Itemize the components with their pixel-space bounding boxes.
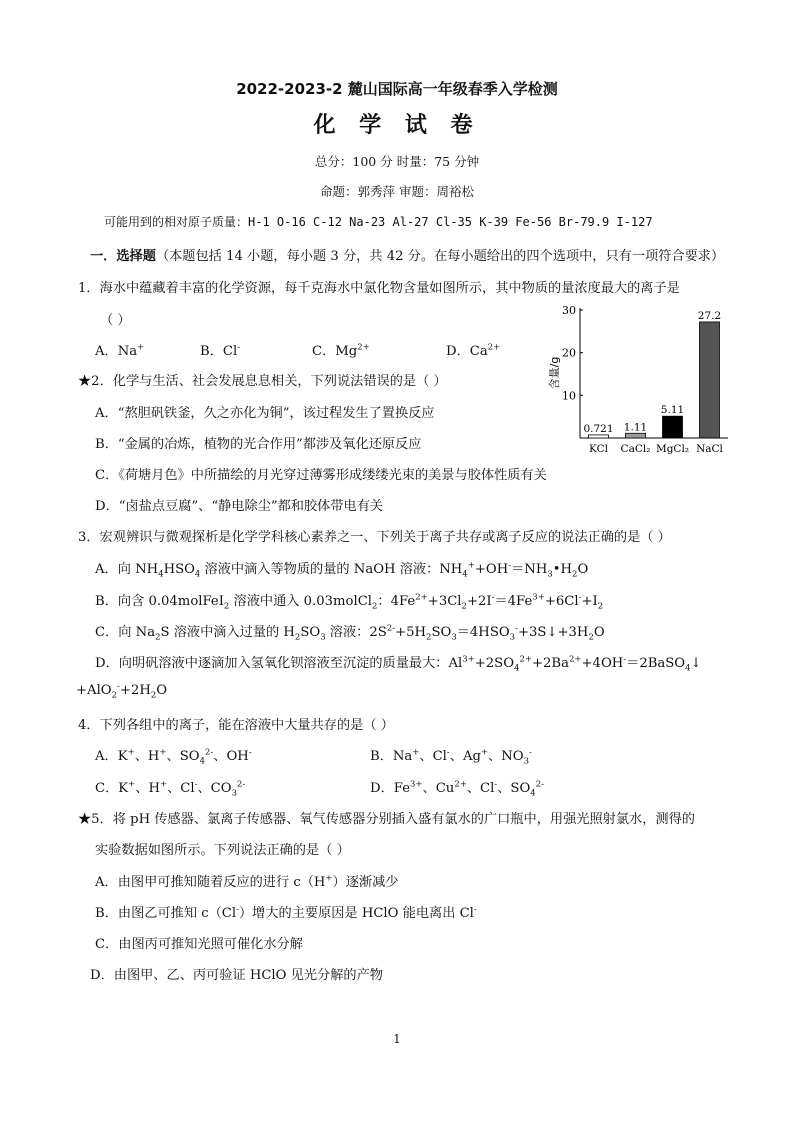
q1-stem: 1．海水中蕴藏着丰富的化学资源，每千克海水中氯化物含量如图所示，其中物质的量浓度最大的离子是 <box>78 281 680 296</box>
bar-2 <box>663 416 683 438</box>
exam-title: 2022-2023-2 麓山国际高一年级春季入学检测 <box>236 80 558 98</box>
y-tick-label: 20 <box>562 346 576 360</box>
x-category-label: NaCl <box>696 443 723 455</box>
q3-option-d: D．向明矾溶液中逐滴加入氢氧化钡溶液至沉淀的质量最大：$Al^{3+}+2SO_4^{2+}+2Ba^{2+}+4OH^-=2BaSO_4↓$ <box>95 654 702 674</box>
q2-option-b: B．“金属的冶炼，植物的光合作用”都涉及氧化还原反应 <box>95 437 422 452</box>
q4-option-c: C．K+、H+、Cl-、$CO_3^{2-}$ <box>95 779 246 799</box>
q4-option-d: D．$Fe^{3+}$、$Cu^{2+}$、Cl-、$SO_4^{2-}$ <box>370 779 544 799</box>
bar-value-label: 1.11 <box>623 421 648 434</box>
q5-option-c: C．由图丙可推知光照可催化水分解 <box>95 937 303 952</box>
bar-value-label: 0.721 <box>583 422 614 435</box>
q1-option-b: B．Cl- <box>200 342 241 359</box>
y-tick-label: 10 <box>562 389 576 403</box>
section-title: 一．选择题 <box>90 249 156 264</box>
q5-option-d: D．由图甲、乙、丙可验证 HClO 见光分解的产物 <box>90 968 383 983</box>
y-tick-label: 30 <box>562 304 576 317</box>
exam-meta-authors: 命题：郭秀萍 审题：周裕松 <box>320 184 474 199</box>
q3-option-c: C．向 $Na_2S$ 溶液中滴入过量的 $H_2SO_3$ 溶液：$2S^{2-}+5H_2SO_3=4HSO_3^-+3S↓+3H_2O$ <box>95 623 605 643</box>
chloride-content-bar-chart <box>550 298 730 460</box>
q2-option-c: C．《荷塘月色》中所描绘的月光穿过薄雾形成缕缕光束的美景与胶体性质有关 <box>95 468 547 483</box>
bar-value-label: 5.11 <box>660 404 685 417</box>
q3-option-d-continued: $+AlO_2^-+2H_2O$ <box>76 681 168 701</box>
bar-1 <box>626 433 646 438</box>
q4-stem: 4．下列各组中的离子，能在溶液中大量共存的是（ ） <box>78 718 394 733</box>
bar-0 <box>589 435 609 438</box>
bar-3 <box>700 322 720 438</box>
q2-option-d: D．“卤盐点豆腐”、“静电除尘”都和胶体带电有关 <box>95 499 384 514</box>
q5-stem-line2: 实验数据如图所示。下列说法正确的是（ ） <box>95 843 350 858</box>
q1-option-a: A．Na+ <box>95 342 145 359</box>
q5-stem-line1: ★5．将 pH 传感器、氯离子传感器、氧气传感器分别插入盛有氯水的广口瓶中，用强光照射氯水，测得的 <box>78 812 695 827</box>
q5-option-b: B．由图乙可推知 c（Cl-）增大的主要原因是 HClO 能电离出 Cl- <box>95 904 477 921</box>
q1-paren: （ ） <box>100 313 131 328</box>
x-category-label: MgCl₂ <box>655 443 690 455</box>
section-heading <box>90 245 724 264</box>
q2-stem: ★2．化学与生活、社会发展息息相关，下列说法错误的是（ ） <box>78 374 447 389</box>
bar-value-label: 27.2 <box>697 309 722 322</box>
q3-option-a: A．向 $NH_4HSO_4$ 溶液中滴入等物质的量的 NaOH 溶液：$NH_4^++OH^-=NH_3•H_2O$ <box>95 560 589 580</box>
q4-option-a: A．K+、H+、$SO_4^{2-}$、OH- <box>95 747 252 767</box>
x-category-label: CaCl₂ <box>620 443 651 455</box>
q3-option-b: B．向含 0.04molFeI$_2$ 溶液中通入 0.03molCl$_2$：$4Fe^{2+}+3Cl_2+2I^-=4Fe^{3+}+6Cl^-+I_2$ <box>95 592 604 612</box>
q1-option-d: D．$Ca^{2+}$ <box>446 342 501 359</box>
atomic-masses: 可能用到的相对原子质量：H-1 O-16 C-12 Na-23 Al-27 Cl-35 K-39 Fe-56 Br-79.9 I-127 <box>104 215 653 229</box>
q2-option-a: A．“熬胆矾铁釜，久之亦化为铜”，该过程发生了置换反应 <box>95 406 435 421</box>
exam-meta-score-time: 总分：100 分 时量：75 分钟 <box>314 154 480 169</box>
q4-option-b: B．Na+、Cl-、Ag+、$NO_3^-$ <box>370 747 532 767</box>
x-category-label: KCl <box>589 443 608 455</box>
q3-stem: 3．宏观辨识与微观探析是化学学科核心素养之一、下列关于离子共存或离子反应的说法正确的是（ ） <box>78 530 671 545</box>
q1-option-c: C．$Mg^{2+}$ <box>312 342 370 359</box>
page-number: 1 <box>393 1032 401 1046</box>
y-axis-label: 含量/g <box>548 356 561 390</box>
section-desc: （本题包括 14 小题，每小题 3 分，共 42 分。在每小题给出的四个选项中，只有一项符合要求） <box>155 249 725 264</box>
q5-option-a: A．由图甲可推知随着反应的进行 c（H+）逐渐减少 <box>95 873 399 890</box>
exam-subtitle: 化 学 试 卷 <box>313 112 481 138</box>
